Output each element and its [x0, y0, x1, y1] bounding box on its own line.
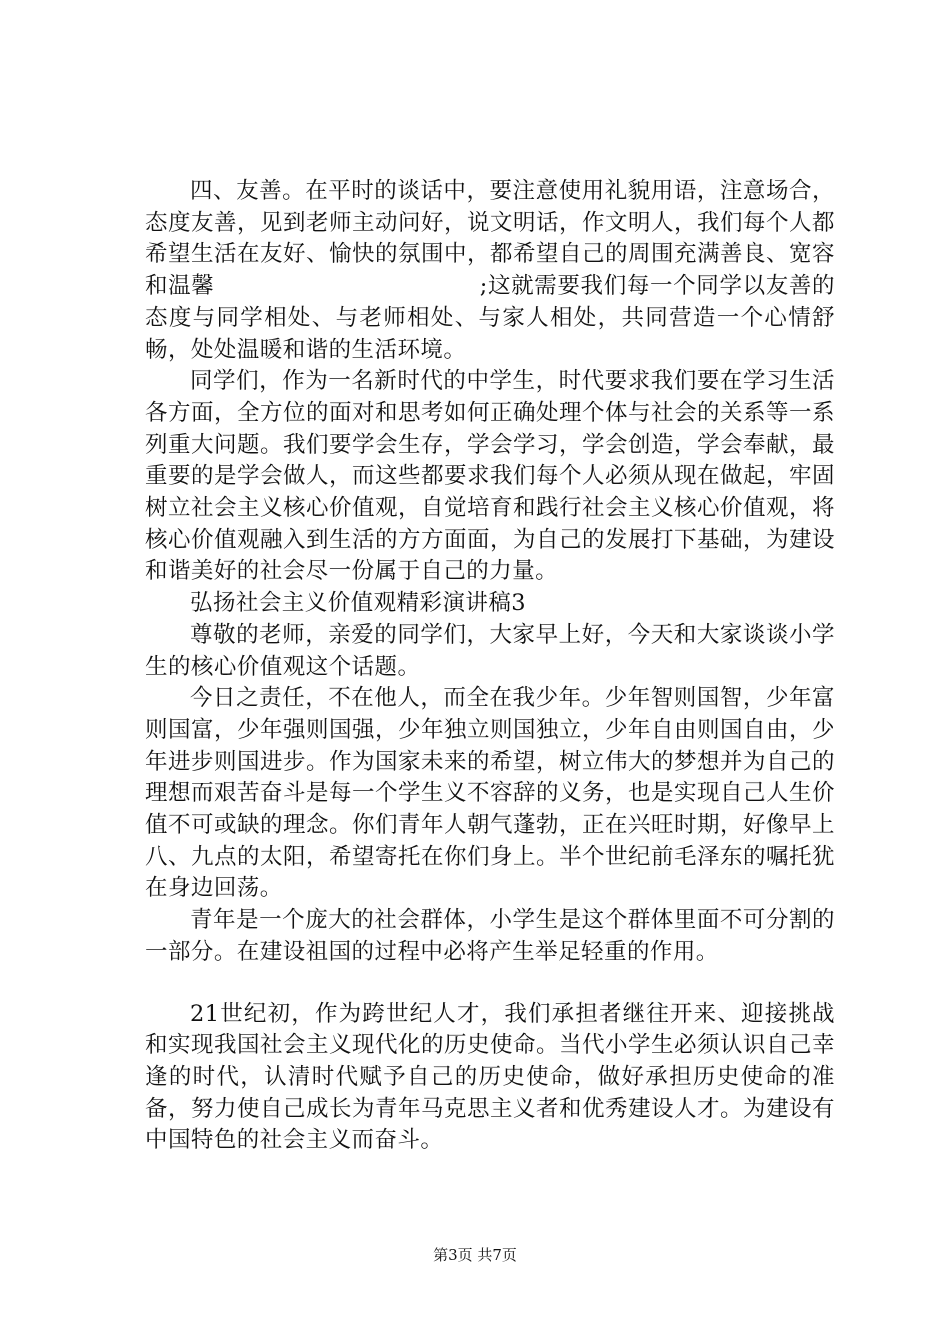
- paragraph-classmates: 同学们，作为一名新时代的中学生，时代要求我们要在学习生活各方面，全方位的面对和思考如何正确处理个体与社会的关系等一系列重大问题。我们要学会生存，学会学习，学会创造，学会奉献，最重要的是学会做人，而这些都要求我们每个人必须从现在做起，牢固树立社会主义核心价值观，自觉培育和践行社会主义核心价值观，将核心价值观融入到生活的方方面面，为自己的发展打下基础，为建设和谐美好的社会尽一份属于自己的力量。: [145, 368, 835, 585]
- document-body: [145, 176, 835, 1157]
- paragraph-youth-group: 青年是一个庞大的社会群体，小学生是这个群体里面不可分割的一部分。在建设祖国的过程中必将产生举足轻重的作用。: [145, 907, 835, 965]
- paragraph-21st-century: 21世纪初，作为跨世纪人才，我们承担者继往开来、迎接挑战和实现我国社会主义现代化的历史使命。当代小学生必须认识自己幸逢的时代，认清时代赋予自己的历史使命，做好承担历史使命的准备，努力使自己成长为青年马克思主义者和优秀建设人才。为建设有中国特色的社会主义而奋斗。: [145, 1000, 835, 1154]
- page-number-footer: 第3页 共7页: [433, 1246, 517, 1264]
- section-heading: 弘扬社会主义价值观精彩演讲稿3: [190, 590, 527, 617]
- paragraph-greeting: 尊敬的老师，亲爱的同学们，大家早上好，今天和大家谈谈小学生的核心价值观这个话题。: [145, 621, 835, 680]
- paragraph-friendliness: 四、友善。在平时的谈话中，要注意使用礼貌用语，注意场合，态度友善，见到老师主动问好，说文明话，作文明人，我们每个人都希望生活在友好、愉快的氛围中，都希望自己的周围充满善良、宽容和温馨 ;这就需要我们每一个同学以友善的态度与同学相处、与老师相处、与家人相处，共同营造一个心情舒畅，处处温暖和谐的生活环境。: [145, 178, 835, 363]
- paragraph-youth-responsibility: 今日之责任，不在他人，而全在我少年。少年智则国智，少年富则国富，少年强则国强，少年独立则国独立，少年自由则国自由，少年进步则国进步。作为国家未来的希望，树立伟大的梦想并为自己的理想而艰苦奋斗是每一个学生义不容辞的义务，也是实现自己人生价值不可或缺的理念。你们青年人朝气蓬勃，正在兴旺时期，好像早上八、九点的太阳，希望寄托在你们身上。半个世纪前毛泽东的嘱托犹在身边回荡。: [145, 685, 835, 902]
